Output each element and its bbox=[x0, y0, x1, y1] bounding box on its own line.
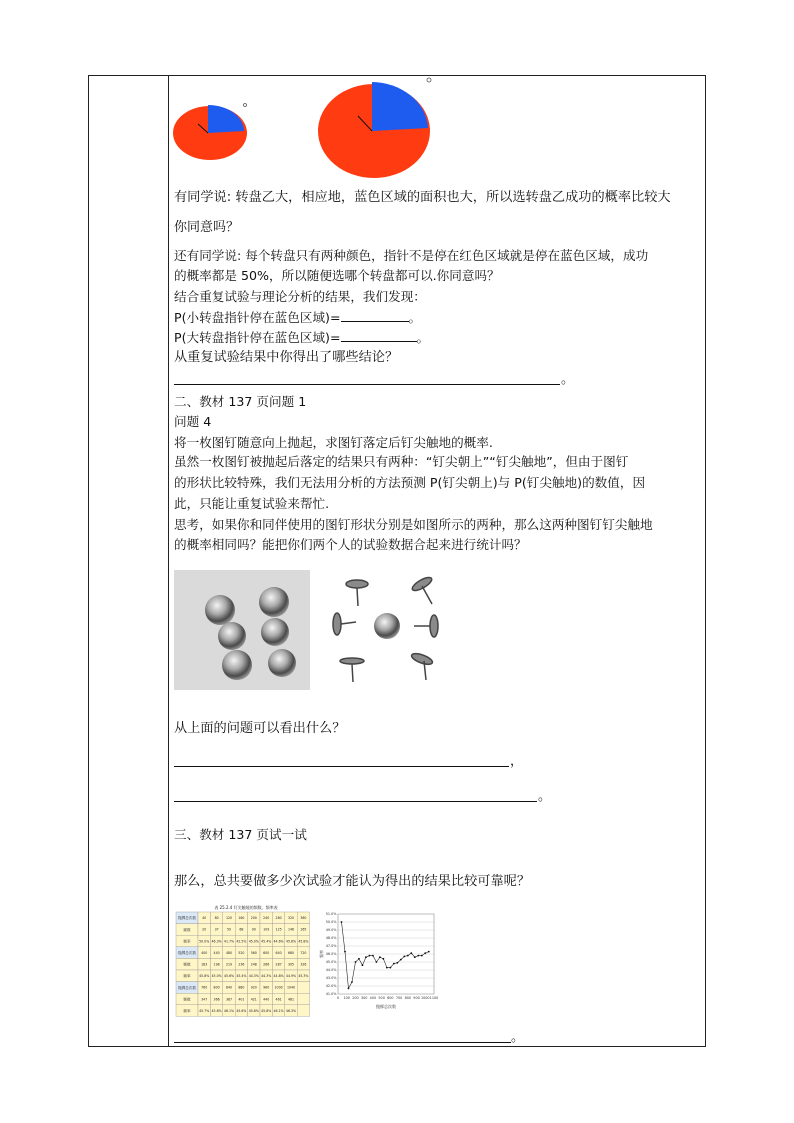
probability-small: P(小转盘指针停在蓝色区域)= 。 bbox=[174, 310, 422, 325]
table-cell: 45.3% bbox=[298, 974, 309, 979]
large-spinner-figure bbox=[316, 76, 440, 180]
chart-data-point bbox=[351, 981, 353, 983]
chart-data-point bbox=[424, 952, 426, 954]
table-cell: 760 bbox=[201, 985, 208, 990]
table-cell: 45.6% bbox=[285, 939, 297, 944]
section-3-title: 三、教材 137 页试一试 bbox=[174, 827, 307, 842]
chart-x-tick-label: 200 bbox=[352, 996, 359, 1000]
column-divider bbox=[168, 76, 169, 1046]
paragraph-3b: 的概率都是 50%，所以随便选哪个转盘都可以.你同意吗？ bbox=[174, 268, 500, 283]
chart-y-tick-label: 49.0% bbox=[325, 928, 337, 933]
section-2-para-2b: 的形状比较特殊，我们无法用分析的方法预测 P(钉尖朝上)与 P(钉尖触地)的数值，因 bbox=[174, 475, 646, 490]
table-cell: 44.8% bbox=[273, 974, 284, 979]
chart-y-tick-label: 48.0% bbox=[325, 936, 337, 941]
table-cell: 320 bbox=[287, 916, 295, 921]
frequency-chart bbox=[318, 908, 442, 1026]
chart-data-point bbox=[403, 956, 405, 958]
chart-data-point bbox=[410, 952, 412, 954]
chart-data-point bbox=[417, 955, 419, 957]
table-cell: 360 bbox=[300, 916, 307, 921]
chart-data-point bbox=[386, 967, 388, 969]
chart-data-point bbox=[421, 955, 423, 957]
table-cell: 481 bbox=[287, 997, 295, 1002]
frequency-table bbox=[174, 902, 314, 1020]
table-cell: 520 bbox=[238, 950, 245, 955]
chart-data-point bbox=[362, 964, 364, 966]
chart-data-point bbox=[341, 921, 343, 923]
table-cell: 720 bbox=[300, 950, 307, 955]
table-cell: 183 bbox=[201, 962, 208, 967]
table-cell: 440 bbox=[263, 997, 270, 1002]
table-cell: 840 bbox=[225, 985, 233, 990]
chart-x-tick-label: 1100 bbox=[429, 996, 439, 1000]
table-cell: 45.6% bbox=[223, 974, 235, 979]
paragraph-7: 从重复试验结果中你得出了哪些结论？ bbox=[174, 350, 399, 365]
table-cell: 600 bbox=[263, 950, 270, 955]
table-cell: 42.5% bbox=[236, 939, 247, 944]
section-2-subtitle: 问题 4 bbox=[174, 414, 212, 429]
chart-x-tick-label: 500 bbox=[378, 996, 385, 1000]
table-cell: 109 bbox=[263, 927, 270, 932]
chart-x-tick-label: 400 bbox=[369, 996, 377, 1000]
table-row-label: 频率 bbox=[183, 1009, 191, 1013]
table-cell: 50 bbox=[226, 927, 232, 932]
chart-data-point bbox=[348, 988, 350, 990]
table-cell: 960 bbox=[263, 985, 270, 990]
chart-x-tick-label: 900 bbox=[413, 996, 420, 1000]
chart-data-point bbox=[376, 961, 378, 963]
chart-data-point bbox=[372, 955, 374, 957]
paragraph-1: 有同学说: 转盘乙大，相应地，蓝色区域的面积也大，所以选转盘乙成功的概率比较大 bbox=[174, 190, 671, 205]
section-2-para-3a: 思考，如果你和同伴使用的图钉形状分别是如图所示的两种，那么这两种图钉钉尖触地 bbox=[174, 517, 653, 532]
table-row-label: 频数 bbox=[183, 997, 191, 1002]
chart-data-point bbox=[414, 956, 416, 958]
table-cell: 401 bbox=[238, 997, 245, 1002]
table-cell: 40 bbox=[202, 916, 207, 921]
small-spinner-figure bbox=[170, 96, 260, 166]
section-2-para-2c: 此，只能让重复试验来帮忙. bbox=[174, 496, 330, 511]
conclusion-answer-line[interactable] bbox=[174, 384, 560, 385]
chart-data-point bbox=[382, 958, 384, 960]
table-cell: 45.8% bbox=[248, 1008, 259, 1013]
probability-small-blank[interactable] bbox=[341, 309, 409, 322]
chart-x-tick-label: 600 bbox=[387, 996, 394, 1000]
answer-line-3[interactable] bbox=[174, 1042, 511, 1043]
chart-x-tick-label: 700 bbox=[395, 996, 403, 1000]
table-cell: 200 bbox=[250, 916, 257, 921]
table-cell: 160 bbox=[238, 916, 245, 921]
table-cell: 44.9% bbox=[285, 974, 297, 979]
chart-y-tick-label: 50.0% bbox=[325, 920, 337, 925]
paragraph-4: 结合重复试验与理论分析的结果，我们发现： bbox=[174, 289, 426, 304]
table-cell: 640 bbox=[275, 950, 282, 955]
table-cell: 440 bbox=[213, 950, 220, 955]
table-cell: 37 bbox=[214, 927, 219, 932]
chart-y-tick-label: 46.0% bbox=[325, 952, 337, 957]
table-cell: 41.7% bbox=[223, 939, 235, 944]
section-2-para-3b: 的概率相同吗？能把你们两个人的试验数据合起来进行统计吗？ bbox=[174, 537, 527, 552]
table-cell: 120 bbox=[225, 916, 233, 921]
table-row-label: 抛掷总次数 bbox=[178, 951, 196, 955]
table-cell: 480 bbox=[225, 950, 233, 955]
small-spinner-blue-area bbox=[208, 105, 244, 133]
chart-x-tick-label: 1000 bbox=[420, 996, 430, 1000]
table-row-label: 抛掷总次数 bbox=[178, 985, 196, 990]
table-cell: 90 bbox=[251, 927, 256, 932]
table-cell: 248 bbox=[250, 962, 257, 967]
table-cell: 305 bbox=[287, 962, 295, 967]
table-cell: 266 bbox=[263, 962, 270, 967]
table-row-label: 抛掷总次数 bbox=[178, 916, 196, 921]
chart-x-tick-label: 0 bbox=[336, 996, 340, 1000]
table-cell: 560 bbox=[250, 950, 257, 955]
answer-line-2[interactable] bbox=[174, 801, 537, 802]
table-cell: 280 bbox=[275, 916, 282, 921]
chart-y-tick-label: 42.0% bbox=[325, 984, 337, 989]
table-cell: 347 bbox=[201, 997, 208, 1002]
chart-data-point bbox=[389, 967, 391, 969]
section-3-question: 那么，总共要做多少次试验才能认为得出的结果比较可靠呢？ bbox=[174, 874, 531, 889]
chart-data-point bbox=[344, 951, 346, 953]
chart-data-point bbox=[400, 959, 402, 961]
table-cell: 45.8% bbox=[298, 939, 309, 944]
chart-y-tick-label: 41.0% bbox=[325, 992, 337, 997]
table-cell: 366 bbox=[213, 997, 220, 1002]
table-cell: 46.1% bbox=[223, 1008, 235, 1013]
table-row-label: 频数 bbox=[183, 962, 191, 967]
table-cell: 20 bbox=[202, 927, 207, 932]
table-cell: 880 bbox=[238, 985, 245, 990]
table-cell: 1000 bbox=[274, 985, 283, 990]
chart-x-tick-label: 800 bbox=[404, 996, 412, 1000]
chart-y-tick-label: 51.0% bbox=[325, 912, 337, 917]
chart-data-point bbox=[393, 963, 395, 965]
table-cell: 219 bbox=[225, 962, 233, 967]
table-cell: 236 bbox=[238, 962, 245, 967]
table-cell: 198 bbox=[213, 962, 220, 967]
probability-large-blank[interactable] bbox=[341, 329, 417, 342]
table-cell: 240 bbox=[263, 916, 270, 921]
table-cell: 146 bbox=[287, 927, 295, 932]
table-cell: 44.3% bbox=[248, 974, 259, 979]
table-cell: 44.6% bbox=[273, 939, 284, 944]
table-cell: 45.4% bbox=[261, 939, 272, 944]
table-cell: 45.6% bbox=[236, 1008, 247, 1013]
table-cell: 45.4% bbox=[236, 974, 247, 979]
table-cell: 920 bbox=[250, 985, 257, 990]
chart-data-point bbox=[365, 956, 367, 958]
table-cell: 387 bbox=[225, 997, 233, 1002]
table-cell: 46.3% bbox=[211, 939, 222, 944]
section-2-para-1: 将一枚图钉随意向上抛起，求图钉落定后钉尖触地的概率. bbox=[174, 435, 493, 450]
section-2-para-2a: 虽然一枚图钉被抛起后落定的结果只有两种：“钉尖朝上”“钉尖触地”，但由于图钉 bbox=[174, 454, 629, 469]
table-cell: 287 bbox=[275, 962, 282, 967]
section-2-title: 二、教材 137 页问题 1 bbox=[174, 394, 307, 409]
chart-data-point bbox=[355, 961, 357, 963]
probability-large-label: P(大转盘指针停在蓝色区域)= bbox=[174, 330, 341, 345]
table-cell: 45.8% bbox=[199, 974, 210, 979]
probability-small-label: P(小转盘指针停在蓝色区域)= bbox=[174, 310, 341, 325]
thumbtack-photo-2 bbox=[322, 574, 452, 690]
table-cell: 46.1% bbox=[273, 1008, 284, 1013]
chart-y-axis-label: 频率 bbox=[319, 950, 324, 958]
chart-data-point bbox=[379, 956, 381, 958]
chart-data-point bbox=[396, 962, 398, 964]
answer-line-1[interactable] bbox=[174, 766, 509, 767]
chart-y-tick-label: 47.0% bbox=[325, 944, 337, 949]
table-cell: 125 bbox=[275, 927, 282, 932]
table-cell: 44.3% bbox=[261, 974, 272, 979]
chart-data-point bbox=[428, 951, 430, 953]
table-cell: 400 bbox=[201, 950, 208, 955]
table-row-label: 频率 bbox=[183, 939, 191, 944]
table-cell: 165 bbox=[300, 927, 307, 932]
table-cell: 326 bbox=[300, 962, 307, 967]
large-spinner-blue-area bbox=[372, 82, 428, 131]
table-cell: 45.0% bbox=[248, 939, 259, 944]
chart-data-point bbox=[407, 955, 409, 957]
thumbtack-photo-1 bbox=[174, 570, 310, 690]
table-cell: 461 bbox=[275, 997, 282, 1002]
table-cell: 421 bbox=[250, 997, 257, 1002]
table-cell: 80 bbox=[214, 916, 219, 921]
table-cell: 45.8% bbox=[211, 1008, 222, 1013]
table-cell: 800 bbox=[213, 985, 220, 990]
chart-x-tick-label: 300 bbox=[360, 996, 368, 1000]
chart-data-point bbox=[369, 955, 371, 957]
section-2-question: 从上面的问题可以看出什么？ bbox=[174, 721, 346, 736]
chart-x-axis-label: 抛掷总次数 bbox=[376, 1004, 396, 1009]
table-cell: 50.0% bbox=[199, 939, 210, 944]
chart-y-tick-label: 45.0% bbox=[325, 960, 337, 965]
table-cell: 1040 bbox=[286, 985, 296, 990]
paragraph-3a: 还有同学说: 每个转盘只有两种颜色，指针不是停在红色区域就是停在蓝色区域，成功 bbox=[174, 248, 649, 263]
probability-large: P(大转盘指针停在蓝色区域)= 。 bbox=[174, 330, 430, 345]
chart-data-point bbox=[358, 958, 360, 960]
table-cell: 45.0% bbox=[211, 974, 222, 979]
paragraph-2: 你同意吗？ bbox=[174, 220, 240, 235]
chart-y-tick-label: 44.0% bbox=[325, 968, 337, 973]
chart-x-tick-label: 100 bbox=[343, 996, 350, 1000]
table-row-label: 频率 bbox=[183, 974, 191, 979]
table-cell: 45.8% bbox=[261, 1008, 272, 1013]
table-cell: 68 bbox=[239, 927, 244, 932]
frequency-table-caption: 表 25.2.4 钉尖触地的频数、频率表 bbox=[214, 905, 278, 910]
chart-y-tick-label: 43.0% bbox=[325, 976, 337, 981]
table-cell: 45.7% bbox=[199, 1008, 210, 1013]
table-row-label: 频数 bbox=[183, 927, 191, 932]
table-cell: 680 bbox=[287, 950, 295, 955]
table-cell: 46.3% bbox=[285, 1008, 297, 1013]
